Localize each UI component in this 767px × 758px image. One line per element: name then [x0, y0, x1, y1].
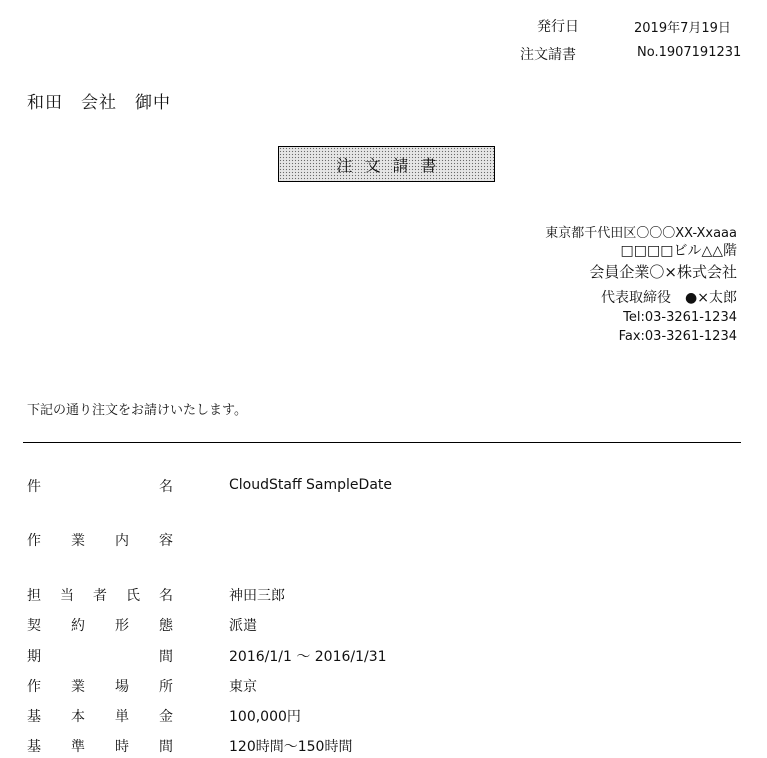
issue-date-label: 発行日: [537, 19, 579, 35]
detail-value: CloudStaff SampleDate: [229, 477, 392, 493]
sender-tel: Tel:03-3261-1234: [623, 310, 737, 325]
detail-label: 期 間: [27, 649, 173, 665]
intro-text: 下記の通り注文をお請けいたします。: [27, 403, 247, 418]
detail-label: 契 約 形 態: [27, 618, 173, 634]
detail-value: 東京: [229, 679, 257, 695]
addressee: 和田 会社 御中: [27, 93, 171, 113]
detail-value: 神田三郎: [229, 588, 285, 604]
sender-address-line1: 東京都千代田区〇〇〇XX-Xxaaa: [545, 226, 737, 241]
detail-label: 作 業 内 容: [27, 533, 173, 549]
order-number: No.1907191231: [637, 45, 742, 60]
detail-label: 基 準 時 間: [27, 739, 173, 755]
document-title-box: [278, 146, 495, 182]
detail-value: 120時間～150時間: [229, 739, 353, 755]
sender-address-line2: □□□□ビル△△階: [620, 243, 737, 259]
sender-fax: Fax:03-3261-1234: [618, 329, 737, 344]
detail-value: 100,000円: [229, 709, 301, 725]
document-title: 注文請書: [336, 155, 449, 175]
detail-label: 担 当 者 氏 名: [27, 588, 173, 604]
detail-label: 基 本 単 金: [27, 709, 173, 725]
sender-company: 会員企業〇×株式会社: [589, 263, 737, 281]
detail-value: 派遣: [229, 618, 257, 634]
order-label: 注文請書: [520, 47, 576, 63]
detail-label: 件 名: [27, 479, 173, 495]
detail-label: 作 業 場 所: [27, 679, 173, 695]
issue-date-value: 2019年7月19日: [634, 21, 731, 36]
detail-value: 2016/1/1 ～ 2016/1/31: [229, 649, 387, 665]
sender-representative: 代表取締役 ●×太郎: [601, 290, 737, 306]
divider: [23, 442, 741, 443]
